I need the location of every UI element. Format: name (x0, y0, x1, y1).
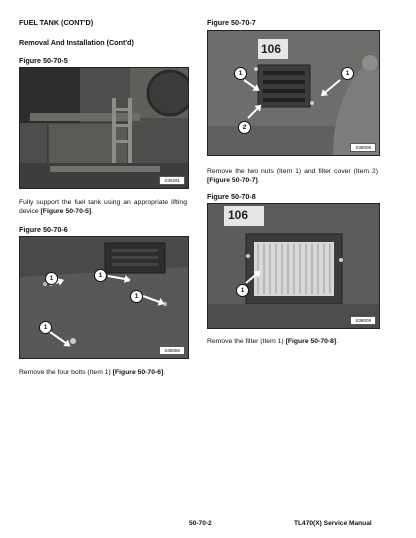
callout-item-2: 2 (238, 121, 251, 134)
figure-title-50-70-5: Figure 50-70-5 (19, 56, 68, 65)
figure-code: S38008 (350, 143, 376, 152)
machine-number-badge: 106 (261, 42, 282, 56)
figure-50-70-8-photo (207, 203, 380, 329)
callout-item-1: 1 (341, 67, 354, 80)
paragraph-remove-bolts: Remove the four bolts (Item 1) [Figure 50-70-6]. (19, 369, 166, 376)
figure-title-50-70-7: Figure 50-70-7 (207, 18, 256, 27)
page-number: 50-70-2 (189, 520, 212, 527)
filter-illustration (208, 204, 379, 328)
figure-50-70-5-photo (19, 67, 189, 189)
section-subheader: Removal And Installation (Cont'd) (19, 38, 134, 47)
figure-reference: [Figure 50-70-8] (285, 338, 337, 345)
figure-title-50-70-8: Figure 50-70-8 (207, 192, 256, 201)
callout-item-1: 1 (45, 272, 58, 285)
paragraph-support-tank: Fully support the fuel tank using an appropriate lifting device [Figure 50-70-5]. (19, 199, 187, 215)
fuel-tank-lift-illustration (20, 68, 188, 188)
figure-code: S36291 (159, 176, 185, 185)
callout-item-1: 1 (236, 284, 249, 297)
figure-reference: [Figure 50-70-5] (40, 207, 92, 215)
paragraph-remove-filter: Remove the filter (Item 1) [Figure 50-70-8]. (207, 338, 339, 345)
tank-bolts-illustration (20, 237, 188, 358)
manual-title: TL470(X) Service Manual (294, 520, 372, 527)
figure-title-50-70-6: Figure 50-70-6 (19, 225, 68, 234)
figure-code: S38009 (350, 316, 376, 325)
figure-50-70-7-photo (207, 30, 380, 156)
figure-50-70-6-photo (19, 236, 189, 359)
callout-item-1: 1 (130, 290, 143, 303)
filter-cover-illustration (208, 31, 379, 155)
callout-item-1: 1 (94, 269, 107, 282)
callout-item-1: 1 (39, 321, 52, 334)
figure-code: S38086 (159, 346, 185, 355)
section-header: FUEL TANK (CONT'D) (19, 18, 94, 27)
figure-reference: [Figure 50-70-6] (112, 369, 164, 376)
figure-reference: [Figure 50-70-7] (207, 176, 258, 184)
callout-item-1: 1 (234, 67, 247, 80)
machine-number-badge: 106 (228, 208, 249, 222)
paragraph-remove-nuts: Remove the two nuts (Item 1) and filter cover (Item 2) [Figure 50-70-7]. (207, 168, 378, 184)
